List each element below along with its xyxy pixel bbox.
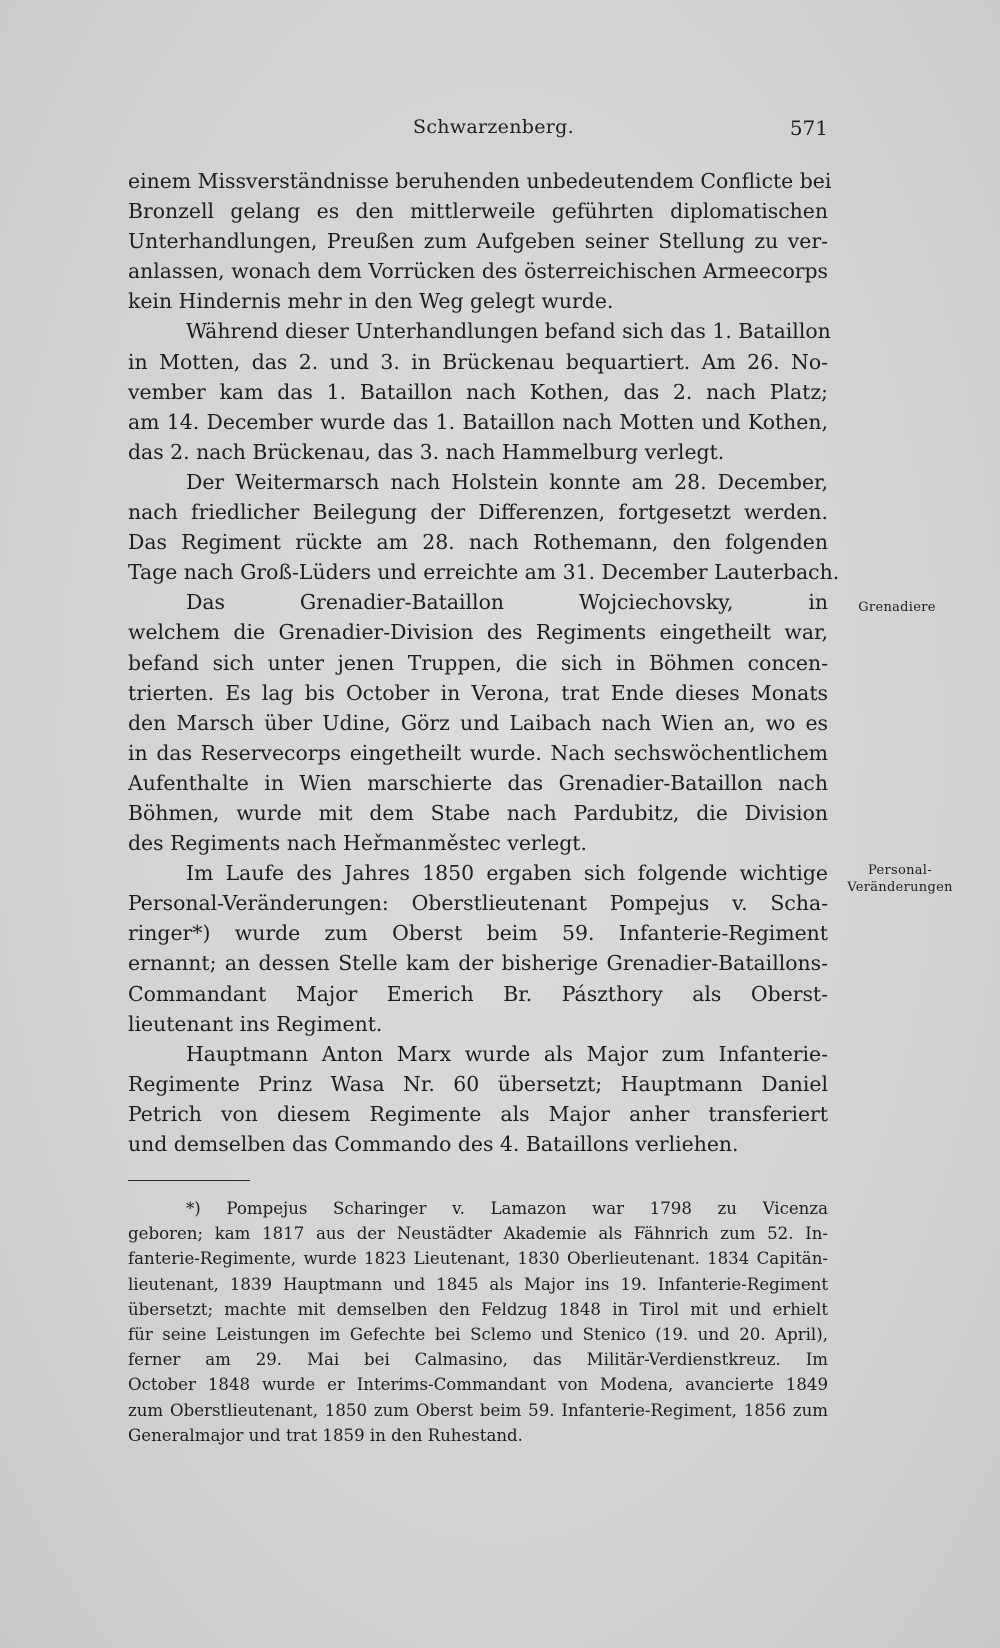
text-line: anlassen, wonach dem Vorrücken des österreichischen Armeecorps	[128, 259, 828, 284]
text-line: ernannt; an dessen Stelle kam der bisherige Grenadier-Bataillons-	[128, 951, 828, 976]
text-line: Aufenthalte in Wien marschierte das Grenadier-Bataillon nach	[128, 770, 828, 795]
text-line: kein Hindernis mehr in den Weg gelegt wurde.	[128, 289, 614, 314]
footnote-rule	[128, 1180, 250, 1181]
text-line: befand sich unter jenen Truppen, die sich in Böhmen concen-	[128, 650, 828, 675]
text-line: Das Grenadier-Bataillon Wojciechovsky, in	[186, 590, 828, 615]
margin-note-text: Grenadiere	[858, 600, 936, 615]
footnote-line: zum Oberstlieutenant, 1850 zum Oberst beim 59. Infanterie-Regiment, 1856 zum	[128, 1400, 828, 1420]
footnote-line: fanterie-Regimente, wurde 1823 Lieutenant, 1830 Oberlieutenant. 1834 Capitän-	[128, 1249, 828, 1269]
text-line: Tage nach Groß-Lüders und erreichte am 31. December Lauterbach.	[128, 560, 840, 585]
text-line: Unterhandlungen, Preußen zum Aufgeben seiner Stellung zu ver-	[128, 229, 828, 254]
footnote-line: Generalmajor und trat 1859 in den Ruhestand.	[128, 1425, 523, 1445]
text-line: Petrich von diesem Regimente als Major anher transferiert	[128, 1101, 828, 1126]
text-line: in Motten, das 2. und 3. in Brückenau bequartiert. Am 26. No-	[128, 349, 828, 374]
text-line: Im Laufe des Jahres 1850 ergaben sich folgende wichtige	[186, 861, 828, 886]
footnote-line: October 1848 wurde er Interims-Commandant von Modena, avancierte 1849	[128, 1375, 828, 1395]
text-line: Bronzell gelang es den mittlerweile geführten diplomatischen	[128, 199, 828, 224]
text-line: vember kam das 1. Bataillon nach Kothen, das 2. nach Platz;	[128, 379, 828, 404]
text-line: Das Regiment rückte am 28. nach Rothemann, den folgenden	[128, 530, 828, 555]
footnote-line: geboren; kam 1817 aus der Neustädter Akademie als Fähnrich zum 52. In-	[128, 1224, 828, 1244]
footnote-line: übersetzt; machte mit demselben den Feldzug 1848 in Tirol mit und erhielt	[128, 1299, 828, 1319]
text-line: Regimente Prinz Wasa Nr. 60 übersetzt; Hauptmann Daniel	[128, 1071, 828, 1096]
footnote-line: lieutenant, 1839 Hauptmann und 1845 als Major ins 19. Infanterie-Regiment	[128, 1274, 828, 1294]
text-line: nach friedlicher Beilegung der Differenzen, fortgesetzt werden.	[128, 500, 828, 525]
text-line: ringer*) wurde zum Oberst beim 59. Infanterie-Regiment	[128, 921, 828, 946]
text-line: des Regiments nach Heřmanměstec verlegt.	[128, 831, 587, 856]
text-line: das 2. nach Brückenau, das 3. nach Hammelburg verlegt.	[128, 439, 725, 464]
text-line: und demselben das Commando des 4. Bataillons verliehen.	[128, 1132, 739, 1156]
margin-note-grenadiere	[842, 599, 952, 616]
text-line: den Marsch über Udine, Görz und Laibach nach Wien an, wo es	[128, 710, 828, 735]
footnote-line: für seine Leistungen im Gefechte bei Sclemo und Stenico (19. und 20. April),	[128, 1324, 828, 1344]
text-line: trierten. Es lag bis October in Verona, trat Ende dieses Monats	[128, 680, 828, 705]
margin-note-text: Personal-	[868, 863, 932, 878]
text-line: Während dieser Unterhandlungen befand sich das 1. Bataillon	[186, 319, 831, 344]
page-number: 571	[789, 116, 828, 140]
margin-note-personal	[840, 862, 960, 896]
text-line: welchem die Grenadier-Division des Regiments eingetheilt war,	[128, 620, 828, 645]
running-title: Schwarzenberg.	[413, 116, 574, 138]
text-line: Böhmen, wurde mit dem Stabe nach Pardubitz, die Division	[128, 800, 828, 825]
running-head	[128, 116, 828, 146]
text-line: Commandant Major Emerich Br. Pászthory als Oberst-	[128, 981, 828, 1006]
text-line: in das Reservecorps eingetheilt wurde. Nach sechswöchentlichem	[128, 740, 828, 765]
text-line: am 14. December wurde das 1. Bataillon nach Motten und Kothen,	[128, 409, 828, 434]
text-line: Hauptmann Anton Marx wurde als Major zum Infanterie-	[186, 1041, 828, 1066]
text-line: Personal-Veränderungen: Oberstlieutenant Pompejus v. Scha-	[128, 891, 828, 916]
margin-note-text: Veränderungen	[847, 880, 953, 895]
body-text	[128, 166, 840, 1159]
text-line: lieutenant ins Regiment.	[128, 1011, 383, 1036]
footnote-line: *) Pompejus Scharinger v. Lamazon war 1798 zu Vicenza	[186, 1199, 828, 1218]
text-line: einem Missverständnisse beruhenden unbedeutendem Conflicte bei	[128, 169, 832, 193]
footnote-line: ferner am 29. Mai bei Calmasino, das Militär-Verdienstkreuz. Im	[128, 1350, 828, 1370]
footnote	[128, 1196, 828, 1448]
text-line: Der Weitermarsch nach Holstein konnte am 28. December,	[186, 469, 828, 494]
